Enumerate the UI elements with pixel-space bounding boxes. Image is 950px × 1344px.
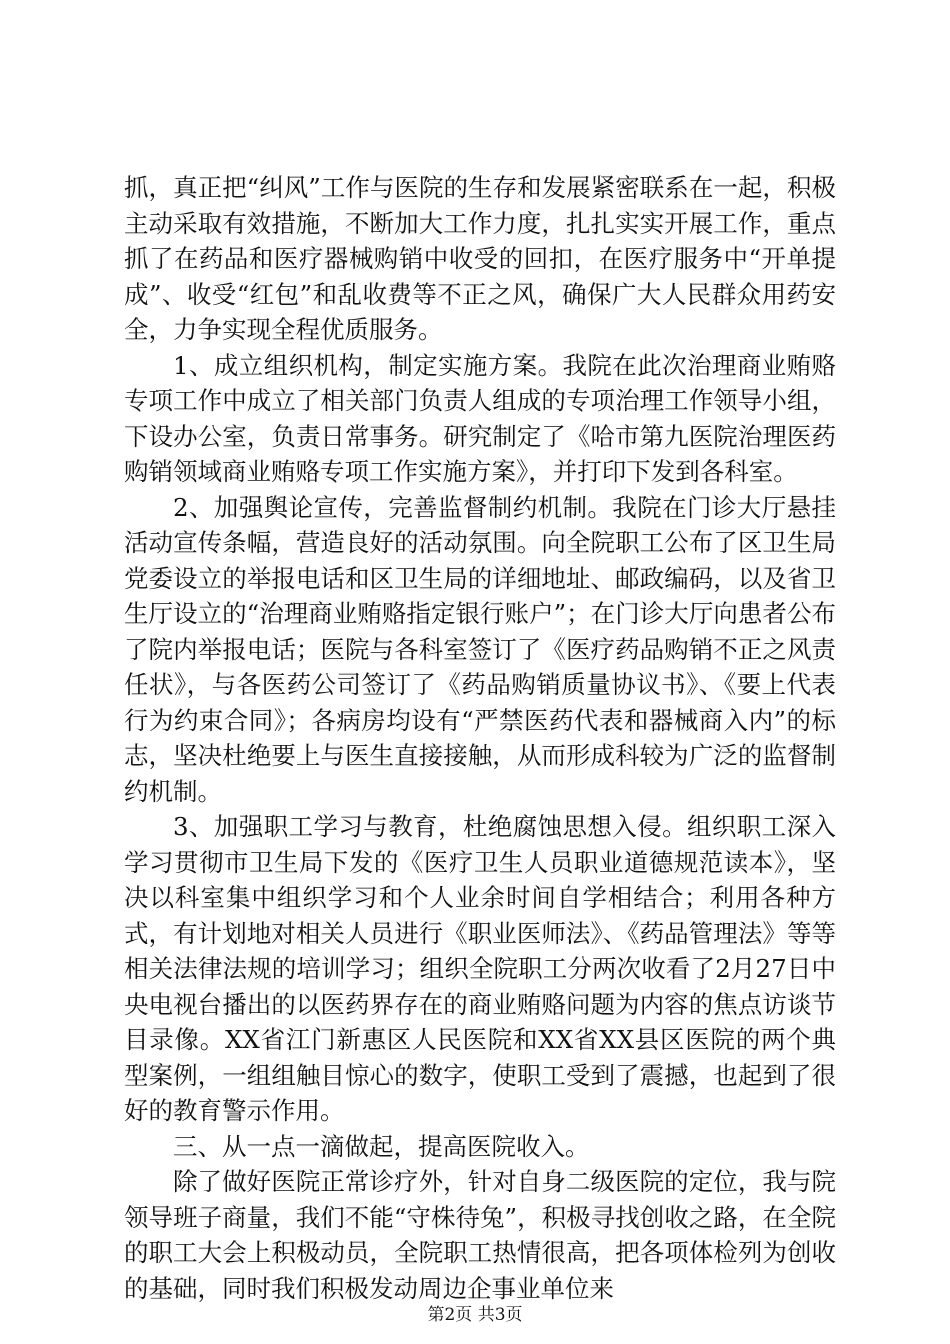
page-footer: 第2页 共3页 (427, 1305, 523, 1325)
document-body (124, 170, 836, 1306)
paragraph-continuation: 抓，真正把“纠风”工作与医院的生存和发展紧密联系在一起，积极主动采取有效措施，不断加大工作力度，扎扎实实开展工作，重点抓了在药品和医疗器械购销中收受的回扣，在医疗服务中“开单提成”、收受“红包”和乱收费等不正之风，确保广大人民群众用药安全，力争实现全程优质服务。 (124, 173, 836, 344)
paragraph-section-3-body: 除了做好医院正常诊疗外，针对自身二级医院的定位，我与院领导班子商量，我们不能“守株待兔”，积极寻找创收之路，在全院的职工大会上积极动员，全院职工热情很高，把各项体检列为创收的基础，同时我们积极发动周边企事业单位来 (124, 1167, 836, 1303)
paragraph-item-2: 2、加强舆论宣传，完善监督制约机制。我院在门诊大厅悬挂活动宣传条幅，营造良好的活动氛围。向全院职工公布了区卫生局党委设立的举报电话和区卫生局的详细地址、邮政编码，以及省卫生厅设立的“治理商业贿赂指定银行账户”；在门诊大厅向患者公布了院内举报电话；医院与各科室签订了《医疗药品购销不正之风责任状》，与各医药公司签订了《药品购销质量协议书》、《要上代表行为约束合同》；各病房均设有“严禁医药代表和器械商入内”的标志，坚决杜绝要上与医生直接接触，从而形成科较为广泛的监督制约机制。 (124, 492, 836, 806)
paragraph-item-3: 3、加强职工学习与教育，杜绝腐蚀思想入侵。组织职工深入学习贯彻市卫生局下发的《医疗卫生人员职业道德规范读本》，坚决以科室集中组织学习和个人业余时间自学相结合；利用各种方式，有计划地对相关人员进行《职业医师法》、《药品管理法》等等相关法律法规的培训学习；组织全院职工分两次收看了2月27日中央电视台播出的以医药界存在的商业贿赂问题为内容的焦点访谈节目录像。XX省江门新惠区人民医院和XX省XX县区医院的两个典型案例，一组组触目惊心的数字，使职工受到了震撼，也起到了很好的教育警示作用。 (124, 812, 836, 1125)
section-heading-3: 三、从一点一滴做起，提高医院收入。 (173, 1131, 590, 1161)
paragraph-item-1: 1、成立组织机构，制定实施方案。我院在此次治理商业贿赂专项工作中成立了相关部门负责人组成的专项治理工作领导小组，下设办公室，负责日常事务。研究制定了《哈市第九医院治理医药购销领域商业贿赂专项工作实施方案》，并打印下发到各科室。 (124, 350, 836, 486)
